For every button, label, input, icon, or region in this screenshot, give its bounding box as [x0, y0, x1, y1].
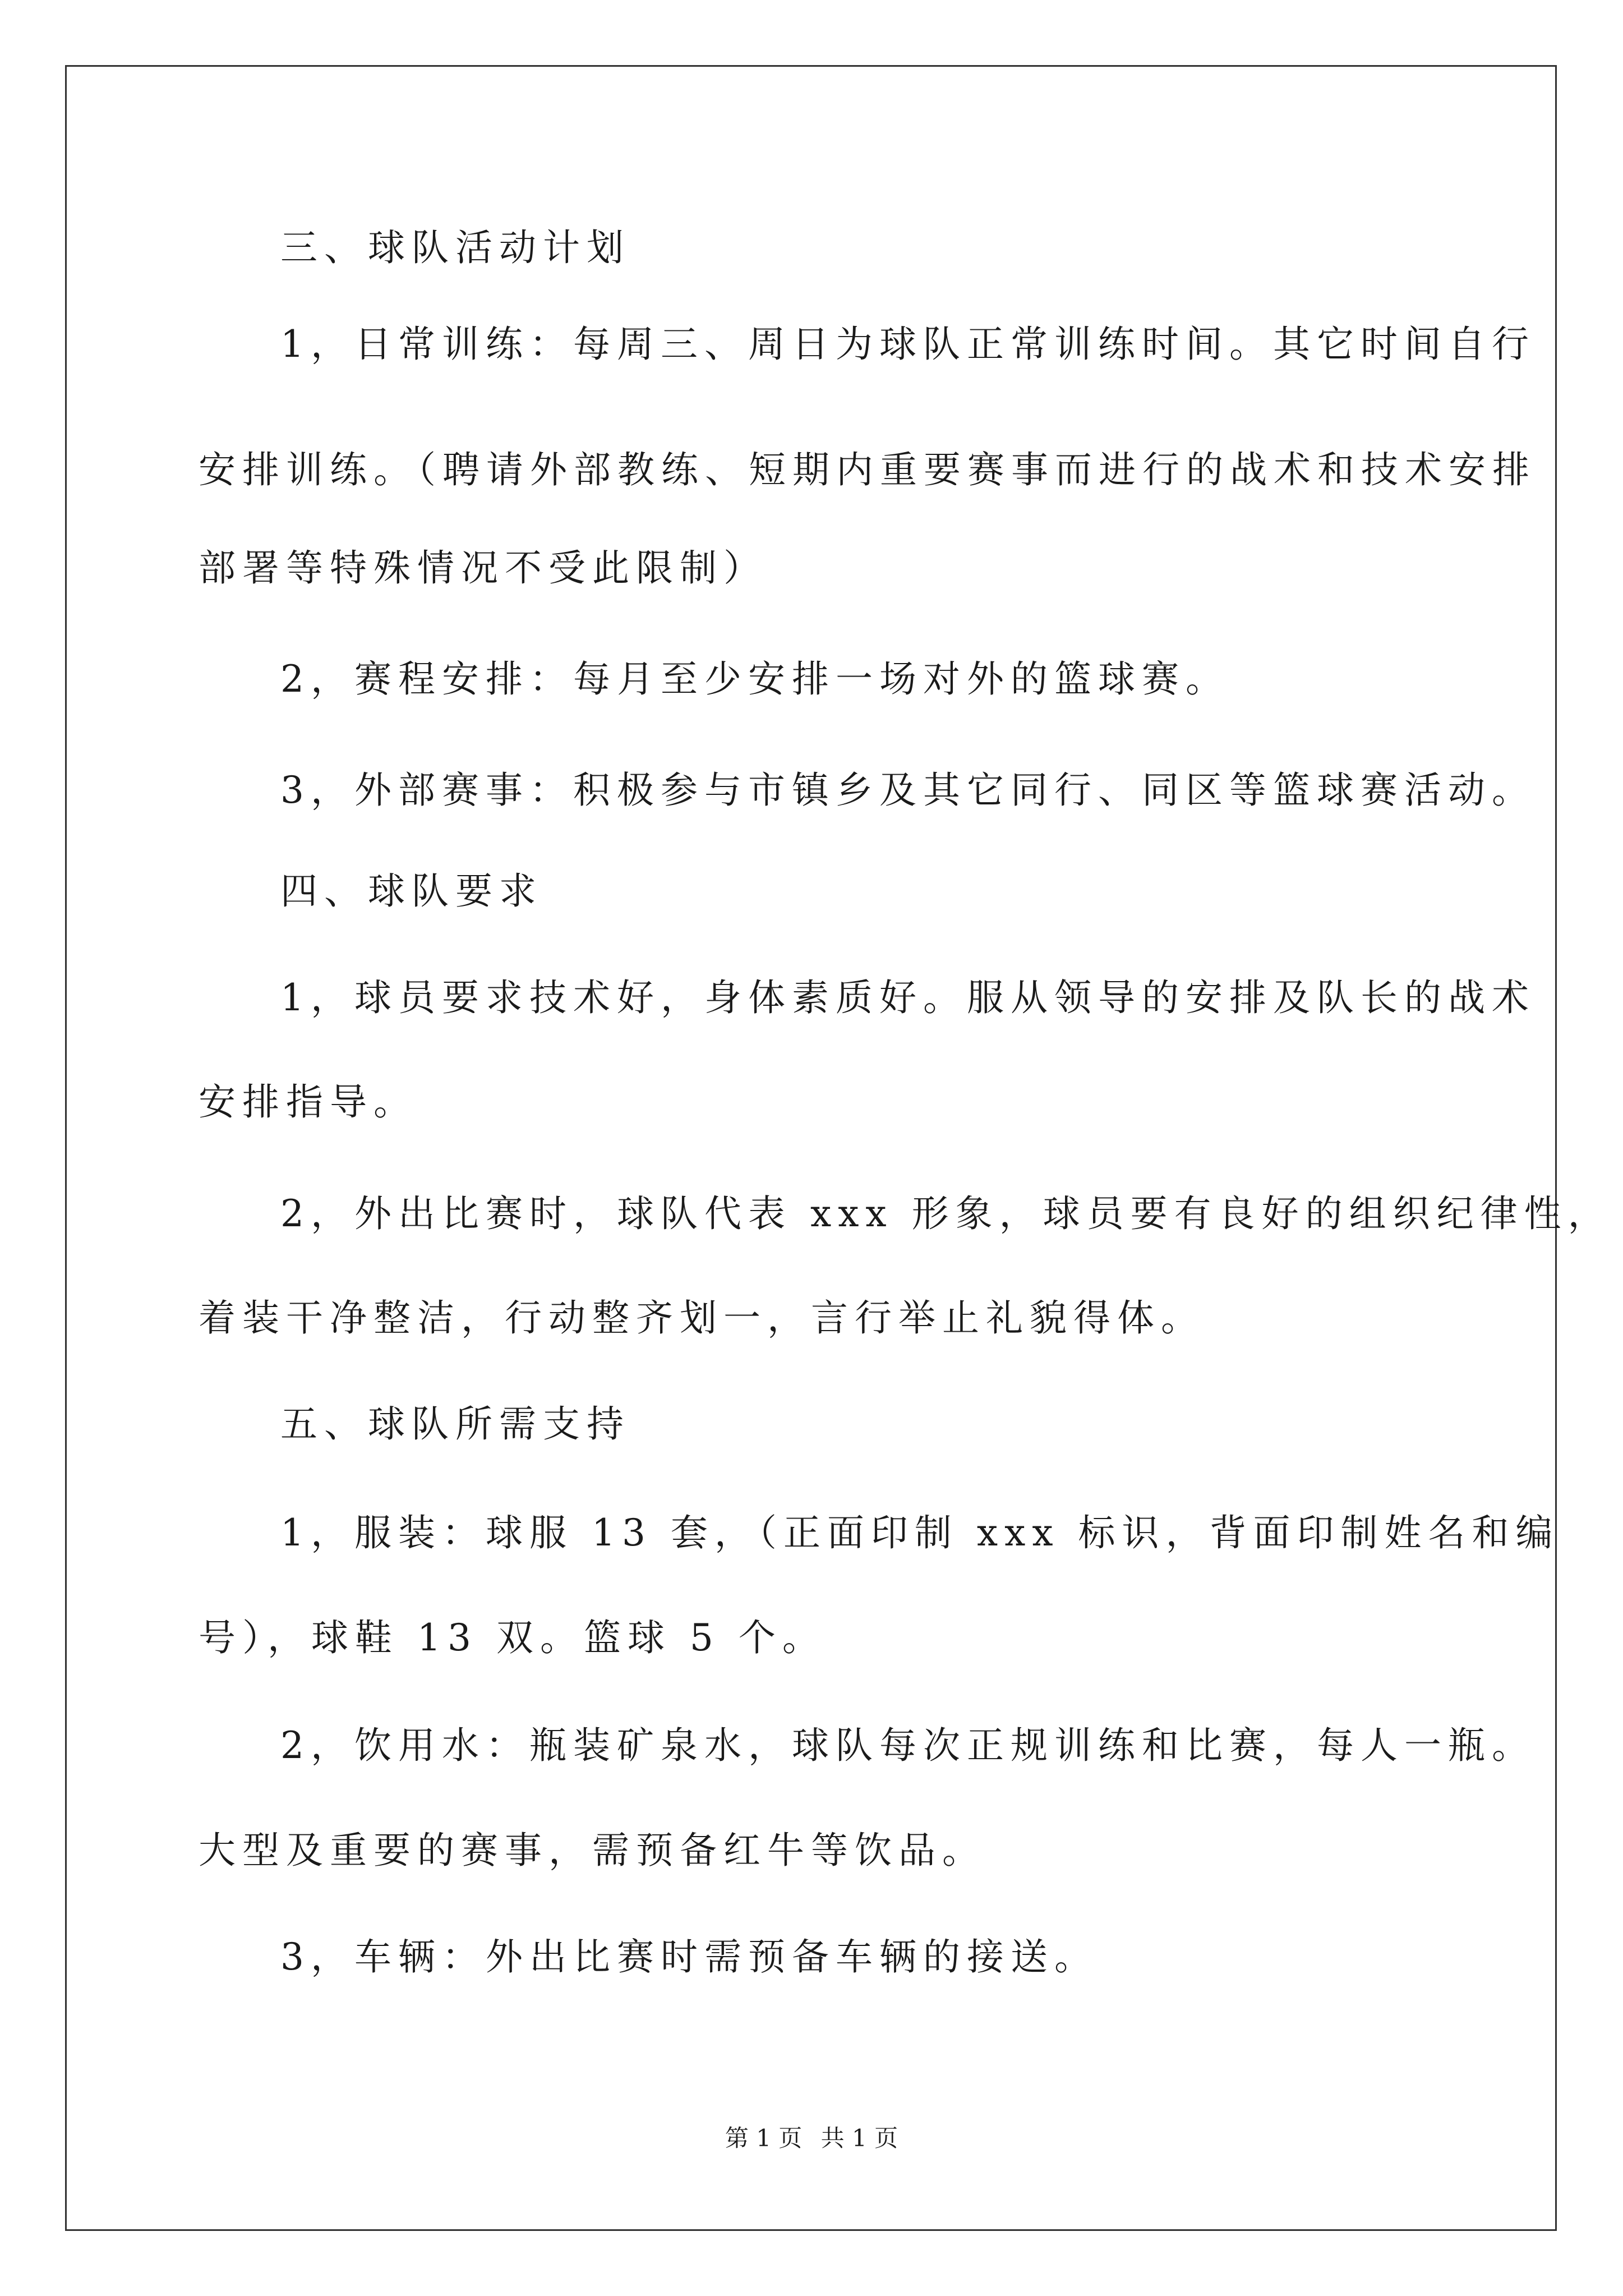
paragraph-line: 1，球员要求技术好，身体素质好。服从领导的安排及队长的战术	[280, 976, 1536, 1019]
paragraph-line: 1，服装：球服 13 套，（正面印制 xxx 标识，背面印制姓名和编	[280, 1511, 1560, 1554]
paragraph-line: 3，车辆：外出比赛时需预备车辆的接送。	[280, 1935, 1098, 1978]
paragraph-line: 2，外出比赛时，球队代表 xxx 形象，球员要有良好的组织纪律性，	[280, 1192, 1612, 1235]
paragraph-line: 3，外部赛事：积极参与市镇乡及其它同行、同区等篮球赛活动。	[280, 769, 1536, 812]
page-total: 共 1 页	[820, 2124, 898, 2152]
paragraph-line: 安排指导。	[199, 1080, 417, 1124]
page-number: 第 1 页	[725, 2124, 803, 2152]
page-border	[65, 65, 1557, 2231]
section-heading-3: 三、球队活动计划	[280, 226, 630, 269]
page-footer	[0, 2124, 1623, 2153]
paragraph-line: 号），球鞋 13 双。篮球 5 个。	[199, 1616, 826, 1659]
section-heading-4: 四、球队要求	[280, 869, 543, 913]
paragraph-line: 2，饮用水：瓶装矿泉水，球队每次正规训练和比赛，每人一瓶。	[280, 1724, 1536, 1767]
paragraph-line: 着装干净整洁，行动整齐划一，言行举止礼貌得体。	[199, 1296, 1205, 1340]
section-heading-5: 五、球队所需支持	[280, 1402, 630, 1446]
paragraph-line: 1，日常训练：每周三、周日为球队正常训练时间。其它时间自行	[280, 323, 1536, 366]
paragraph-line: 大型及重要的赛事，需预备红牛等饮品。	[199, 1829, 986, 1872]
paragraph-line: 部署等特殊情况不受此限制）	[199, 546, 767, 590]
paragraph-line: 2，赛程安排：每月至少安排一场对外的篮球赛。	[280, 657, 1229, 701]
paragraph-line: 安排训练。（聘请外部教练、短期内重要赛事而进行的战术和技术安排	[199, 448, 1536, 491]
